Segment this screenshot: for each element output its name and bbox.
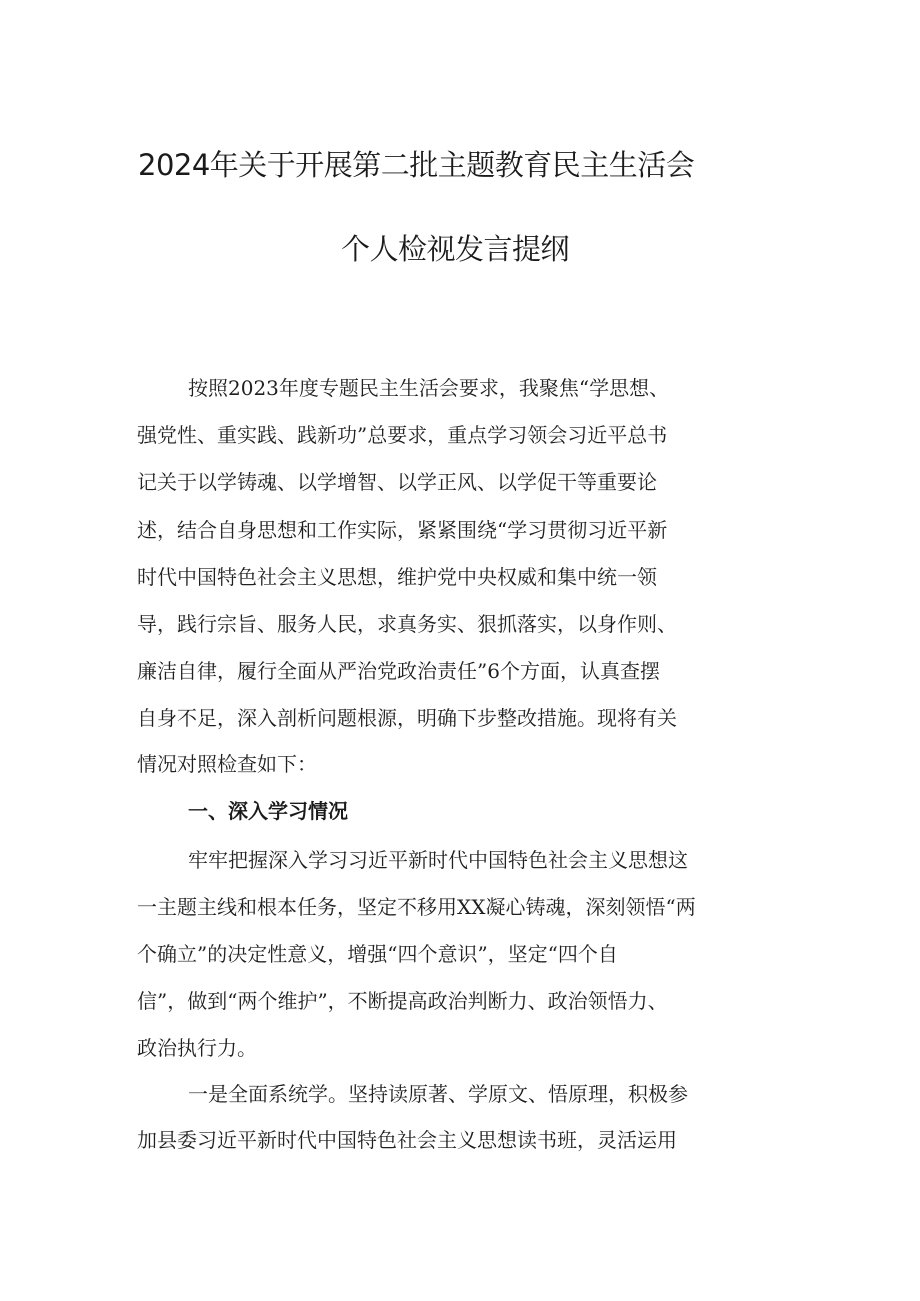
intro-line: 时代中国特色社会主义思想，维护党中央权威和集中统一领 — [137, 565, 657, 589]
body-line: 加县委习近平新时代中国特色社会主义思想读书班，灵活运用 — [137, 1128, 677, 1152]
body-line: 个确立”的决定性意义，增强“四个意识”，坚定“四个自 — [137, 942, 618, 966]
section-heading: 一、深入学习情况 — [188, 799, 348, 823]
body-line: 牢牢把握深入学习习近平新时代中国特色社会主义思想这 — [188, 848, 688, 872]
intro-line: 自身不足，深入剖析问题根源，明确下步整改措施。现将有关 — [137, 706, 677, 730]
intro-line: 按照2023年度专题民主生活会要求，我聚焦“学思想、 — [188, 376, 670, 400]
body-line: 一主题主线和根本任务，坚定不移用XX凝心铸魂，深刻领悟“两 — [137, 895, 696, 919]
document-title-line-2: 个人检视发言提纲 — [341, 232, 570, 266]
intro-line: 记关于以学铸魂、以学增智、以学正风、以学促干等重要论 — [137, 470, 657, 494]
body-line: 信”，做到“两个维护”，不断提高政治判断力、政治领悟力、 — [137, 989, 668, 1013]
intro-line: 情况对照检查如下： — [137, 752, 317, 776]
intro-line: 导，践行宗旨、服务人民，求真务实、狠抓落实，以身作则、 — [137, 612, 677, 636]
body-line: 一是全面系统学。坚持读原著、学原文、悟原理，积极参 — [188, 1082, 688, 1106]
intro-line: 强党性、重实践、践新功”总要求，重点学习领会习近平总书 — [137, 423, 668, 447]
document-title-line-1: 2024年关于开展第二批主题教育民主生活会 — [138, 148, 695, 182]
body-line: 政治执行力。 — [137, 1036, 257, 1060]
intro-line: 述，结合自身思想和工作实际，紧紧围绕“学习贯彻习近平新 — [137, 518, 668, 542]
intro-line: 廉洁自律，履行全面从严治党政治责任”6个方面，认真查摆 — [137, 659, 660, 683]
